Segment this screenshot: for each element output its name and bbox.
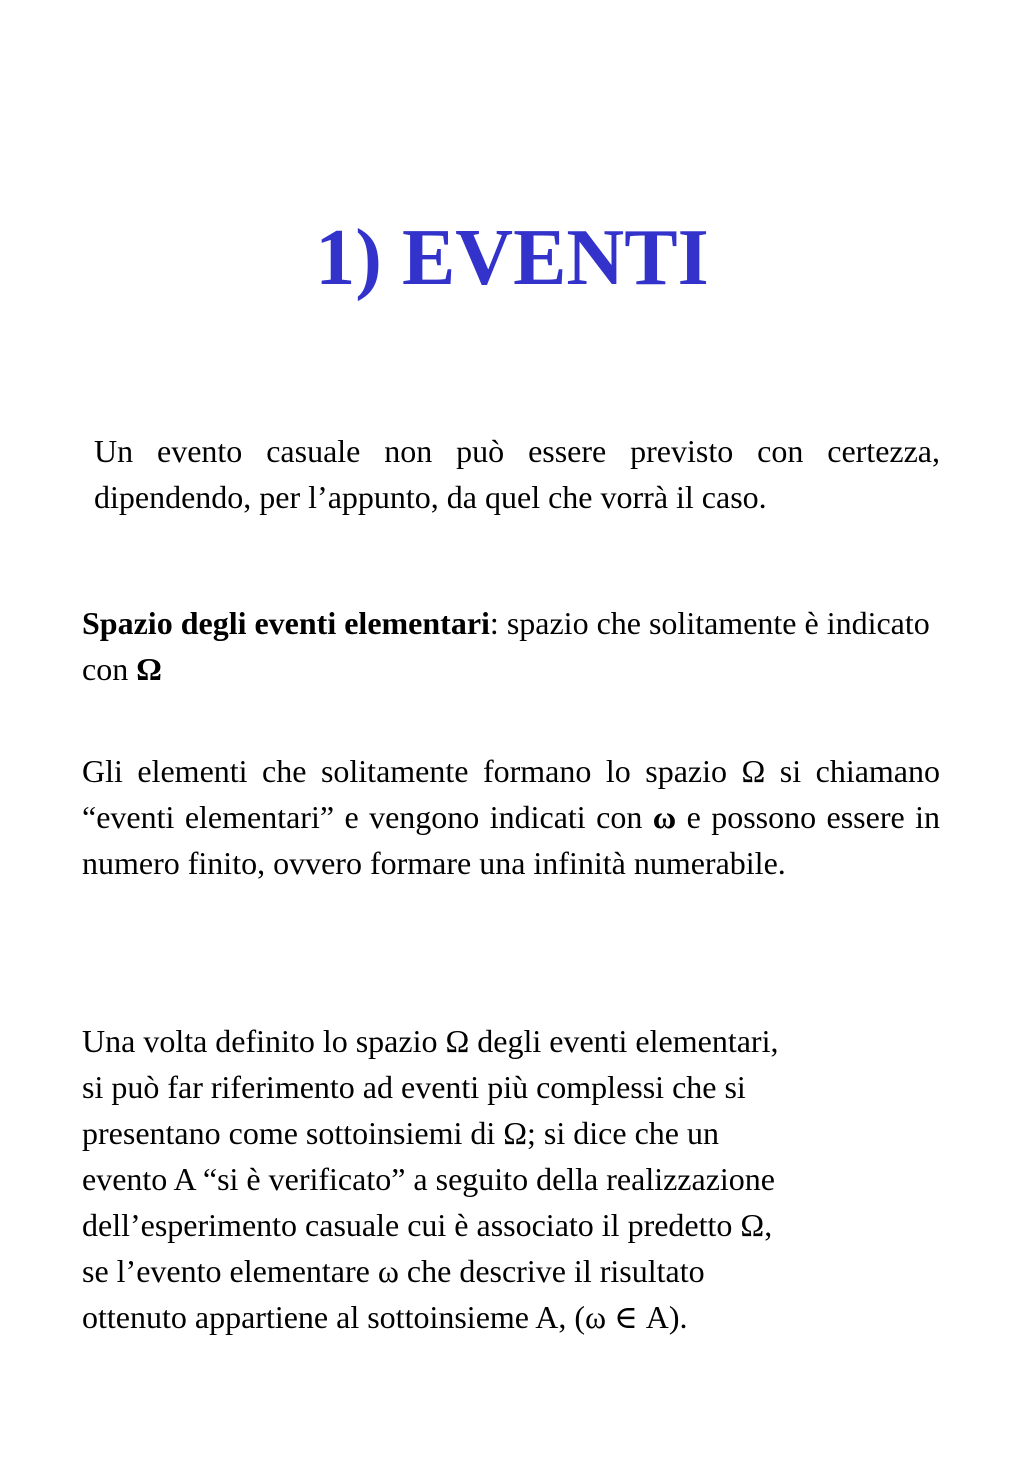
- elements-text-after: e possono essere in numero finito, ovvero formare una infinità numerabile.: [82, 799, 941, 881]
- definition-line: si può far riferimento ad eventi più complessi che si: [82, 1069, 746, 1105]
- definition-paragraph: [82, 1018, 942, 1340]
- elements-text: Gli elementi che solitamente formano lo spazio Ω si chiamano “eventi elementari” e vengono indicati con: [82, 753, 940, 835]
- space-definition-text: spazio che solitamente è indicato con: [82, 605, 930, 687]
- definition-line: ottenuto appartiene al sottoinsieme A, (ω ∈ A).: [82, 1299, 688, 1335]
- definition-line: evento A “si è verificato” a seguito della realizzazione: [82, 1161, 775, 1197]
- definition-line: se l’evento elementare ω che descrive il risultato: [82, 1253, 705, 1289]
- omega-symbol: Ω: [136, 651, 162, 687]
- space-definition-paragraph: [82, 600, 942, 692]
- space-term: Spazio degli eventi elementari: [82, 605, 490, 641]
- definition-line: presentano come sottoinsiemi di Ω; si dice che un: [82, 1115, 719, 1151]
- small-omega-symbol: ω: [652, 799, 677, 835]
- definition-line: dell’esperimento casuale cui è associato il predetto Ω,: [82, 1207, 773, 1243]
- page-title: 1) EVENTI: [315, 214, 709, 302]
- definition-line: Una volta definito lo spazio Ω degli eventi elementari,: [82, 1023, 779, 1059]
- space-term-colon: :: [489, 605, 499, 641]
- elements-paragraph: [82, 748, 940, 886]
- intro-paragraph: Un evento casuale non può essere previsto con certezza, dipendendo, per l’appunto, da quel che vorrà il caso.: [94, 433, 940, 515]
